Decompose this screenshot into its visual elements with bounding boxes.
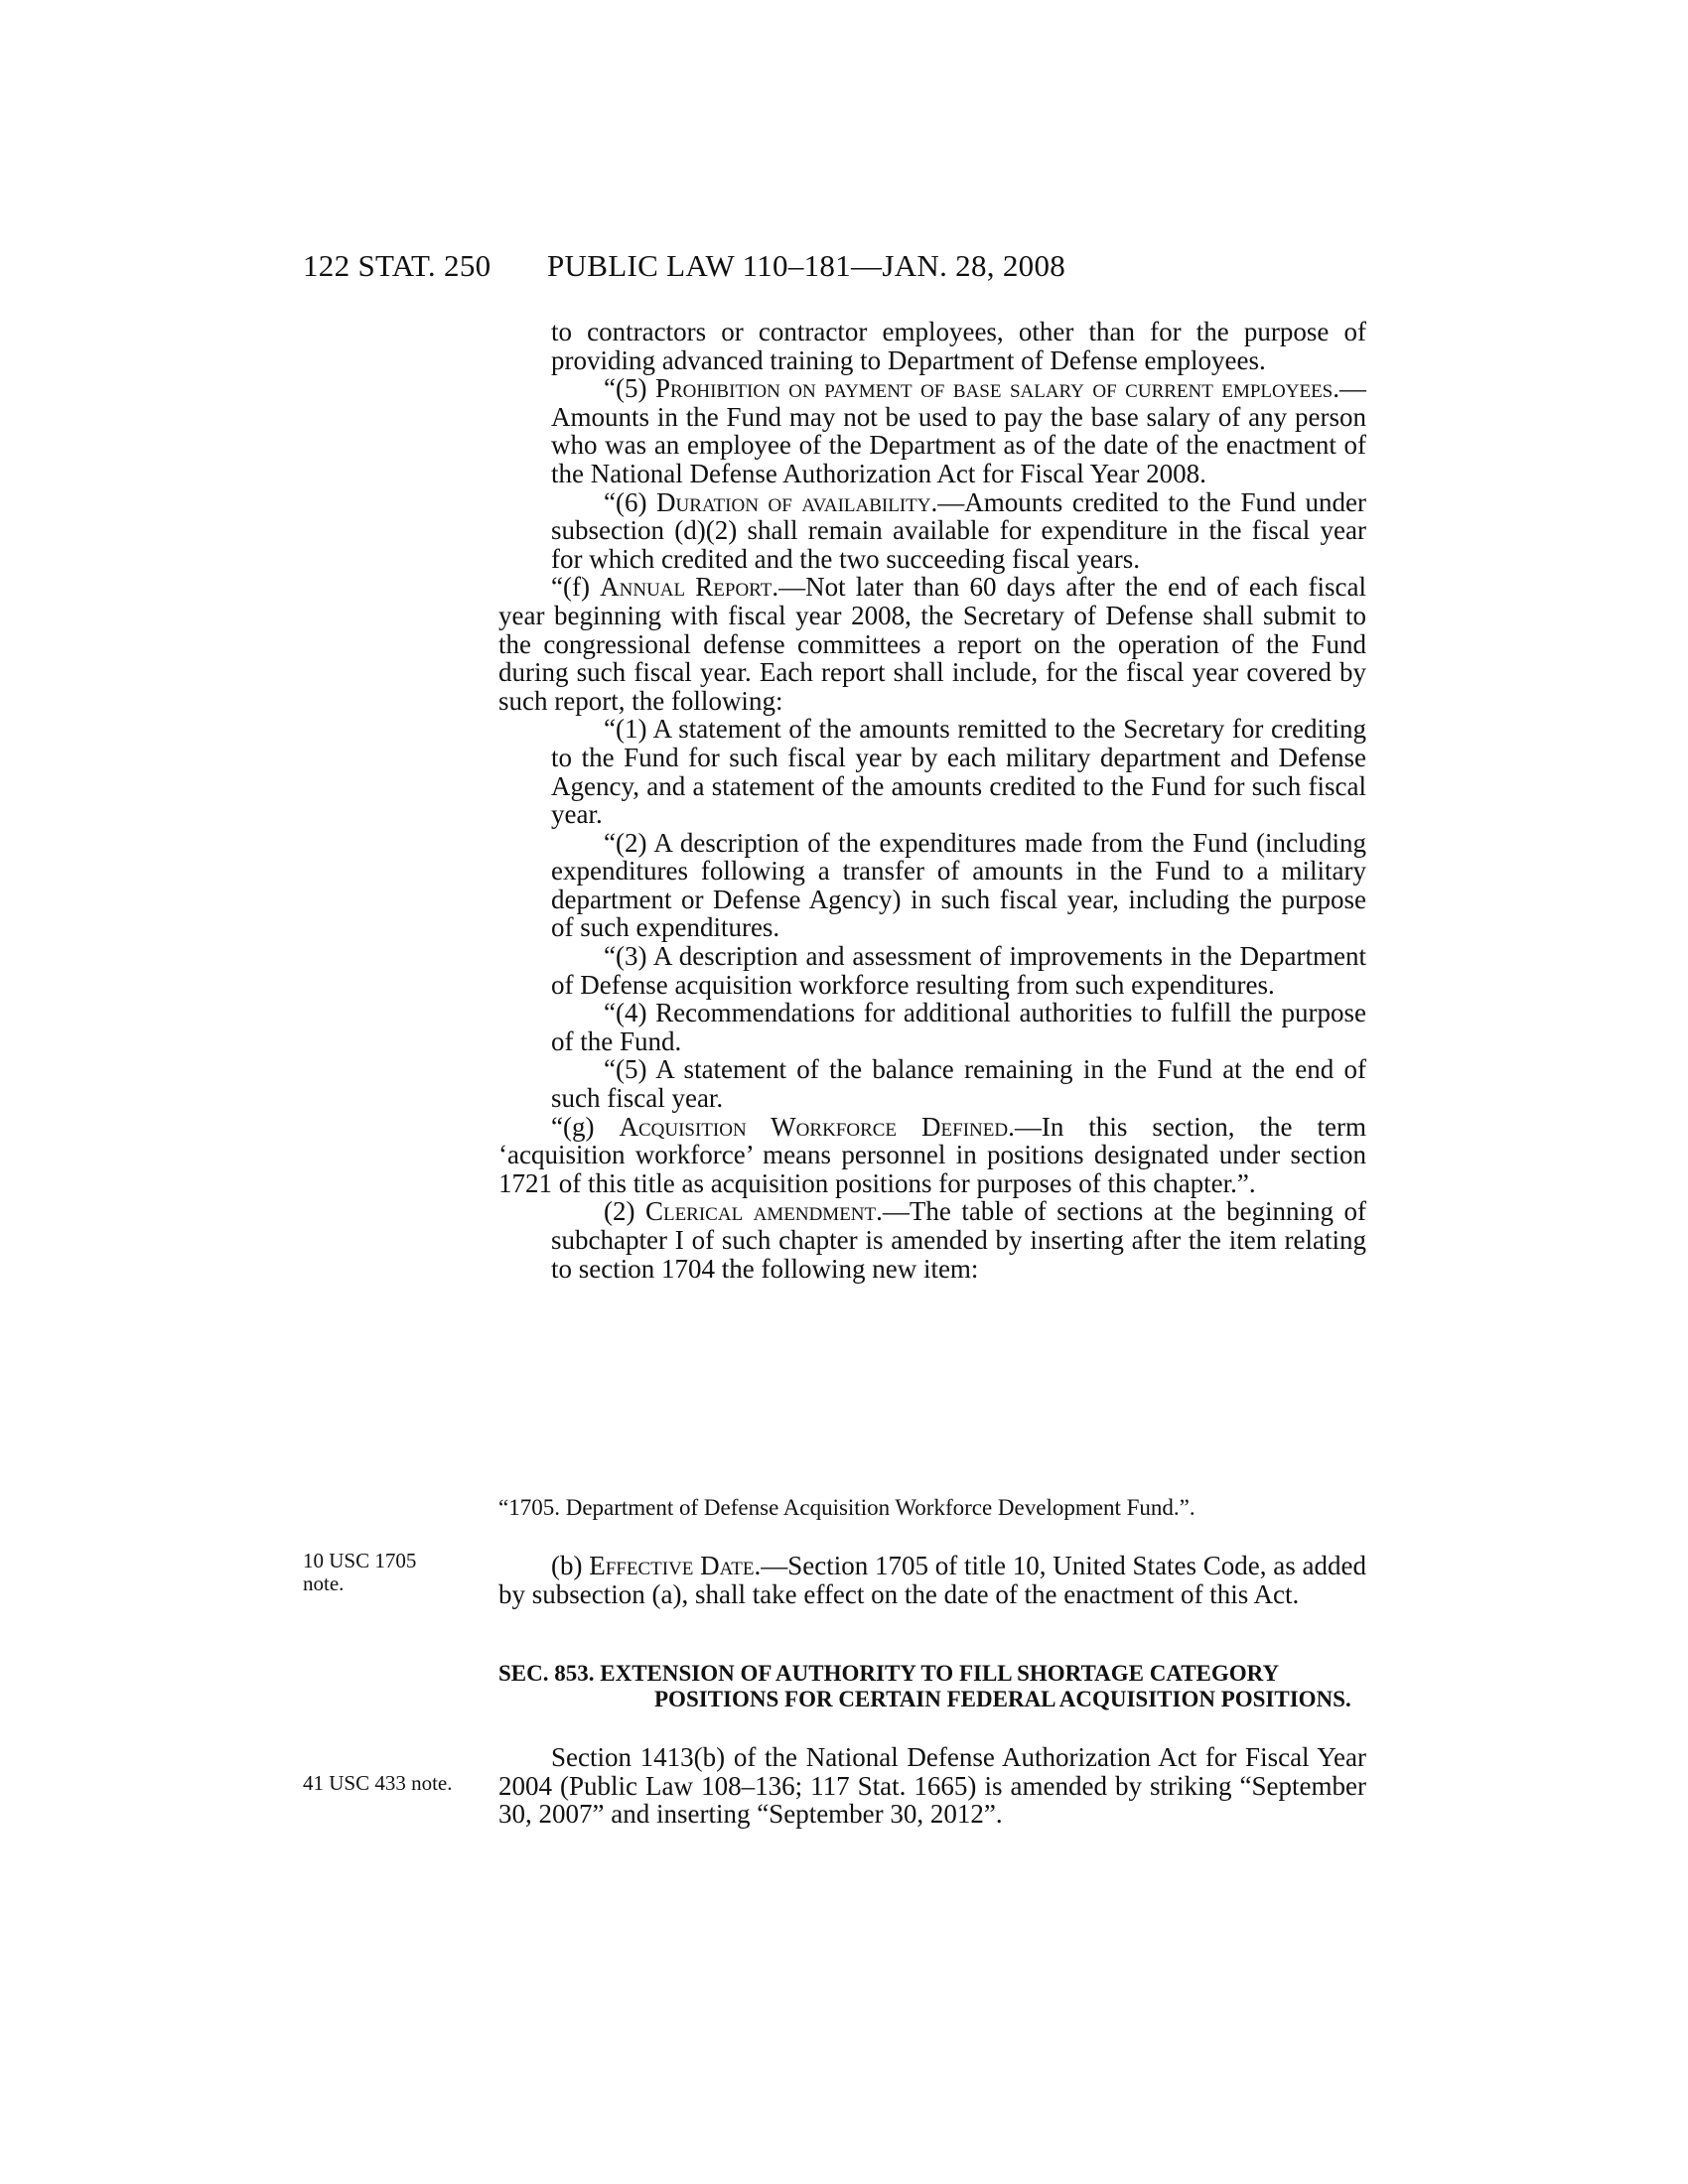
section-853-block [498, 1743, 1366, 1829]
margin-note-10-usc [303, 1550, 416, 1595]
body-text-column [498, 318, 1366, 1283]
paragraph-text: —Amounts in the Fund may not be used to pay the base salary of any person who was an employee of the Department as of the date of the enactment of the National Defense Authorization Act for Fiscal Year 2008. [551, 373, 1367, 488]
effective-date-block [498, 1552, 1366, 1608]
margin-note-line: note. [303, 1571, 345, 1595]
report-item-3: “(3) A description and assessment of improvements in the Department of Defense acquisition workforce resulting from such expenditures. [551, 941, 1366, 1000]
section-text: Section 1413(b) of the National Defense Authorization Act for Fiscal Year 2004 (Public Law 108–136; 117 Stat. 1665) is amended by striking “September 30, 2007” and inserting “September 30, 2012”. [498, 1742, 1366, 1830]
section-heading-continuation: POSITIONS FOR CERTAIN FEDERAL ACQUISITION POSITIONS. [654, 1687, 1351, 1711]
paragraph-e6 [498, 488, 1366, 574]
subsection-heading: Annual Report. [600, 572, 779, 603]
report-item-1: “(1) A statement of the amounts remitted to the Secretary for crediting to the Fund for such fiscal year by each military department and Defense Agency, and a statement of the amounts credited to the Fund for such fiscal year. [551, 714, 1366, 830]
section-heading [498, 1661, 1366, 1712]
clerical-amendment [498, 1197, 1366, 1283]
paragraph-number: “(6) [604, 486, 657, 517]
running-header-title: PUBLIC LAW 110–181—JAN. 28, 2008 [547, 248, 1066, 283]
paragraph-continuation: to contractors or contractor employees, other than for the purpose of providing advanced training to Department of Defense employees. [551, 317, 1366, 375]
subsection-text: —Not later than 60 days after the end of each fiscal year beginning with fiscal year 2008, the Secretary of Defense shall submit to the congressional defense committees a report on the operation of the Fund during such fiscal year. Each report shall include, for the fiscal year covered by such report, the following: [498, 572, 1366, 716]
subsection-text: —Section 1705 of title 10, United States Code, as added by subsection (a), shall take effect on the date of the enactment of this Act. [498, 1551, 1367, 1609]
subsection-number: (b) [551, 1551, 590, 1580]
report-item-4: “(4) Recommendations for additional authorities to fulfill the purpose of the Fund. [551, 998, 1366, 1056]
margin-note-line: 10 USC 1705 [303, 1549, 417, 1572]
paragraph-text: —Amounts credited to the Fund under subsection (d)(2) shall remain available for expenditure in the fiscal year for which credited and the two succeeding fiscal years. [551, 486, 1367, 574]
subsection-number: “(f) [551, 572, 601, 603]
paragraph-heading: Clerical amendment. [644, 1196, 883, 1227]
subsection-g [498, 1113, 1366, 1198]
subsection-f [498, 573, 1366, 715]
paragraph-e5 [498, 374, 1366, 487]
subsection-heading: Effective Date. [589, 1551, 762, 1580]
report-item-2: “(2) A description of the expenditures made from the Fund (including expenditures following a transfer of amounts in the Fund to a military department or Defense Agency) in such fiscal year, including the purpose of such expenditures. [551, 827, 1366, 943]
subsection-number: “(g) [551, 1111, 620, 1142]
subsection-text: —In this section, the term ‘acquisition workforce’ means personnel in positions designated under section 1721 of this title as acquisition positions for purposes of this chapter.”. [498, 1111, 1367, 1198]
paragraph-number: (2) [604, 1196, 645, 1227]
subsection-b [498, 1552, 1366, 1608]
section-heading-first-line: SEC. 853. EXTENSION OF AUTHORITY TO FILL SHORTAGE CATEGORY [498, 1661, 1280, 1686]
paragraph-heading: Duration of availability. [656, 486, 938, 517]
paragraph-number: “(5) [604, 373, 655, 404]
subsection-heading: Acquisition Workforce Defined. [619, 1111, 1015, 1142]
paragraph-heading: Prohibition on payment of base salary of current employees. [654, 373, 1340, 404]
report-item-5: “(5) A statement of the balance remaining in the Fund at the end of such fiscal year. [551, 1054, 1366, 1114]
code-table-item: “1705. Department of Defense Acquisition Workforce Development Fund.”. [498, 1495, 1196, 1520]
paragraph-text: —The table of sections at the beginning of subchapter I of such chapter is amended by inserting after the item relating to section 1704 the following new item: [551, 1196, 1367, 1284]
page-stat-reference: 122 STAT. 250 [303, 248, 492, 283]
margin-note-41-usc: 41 USC 433 note. [303, 1771, 453, 1795]
